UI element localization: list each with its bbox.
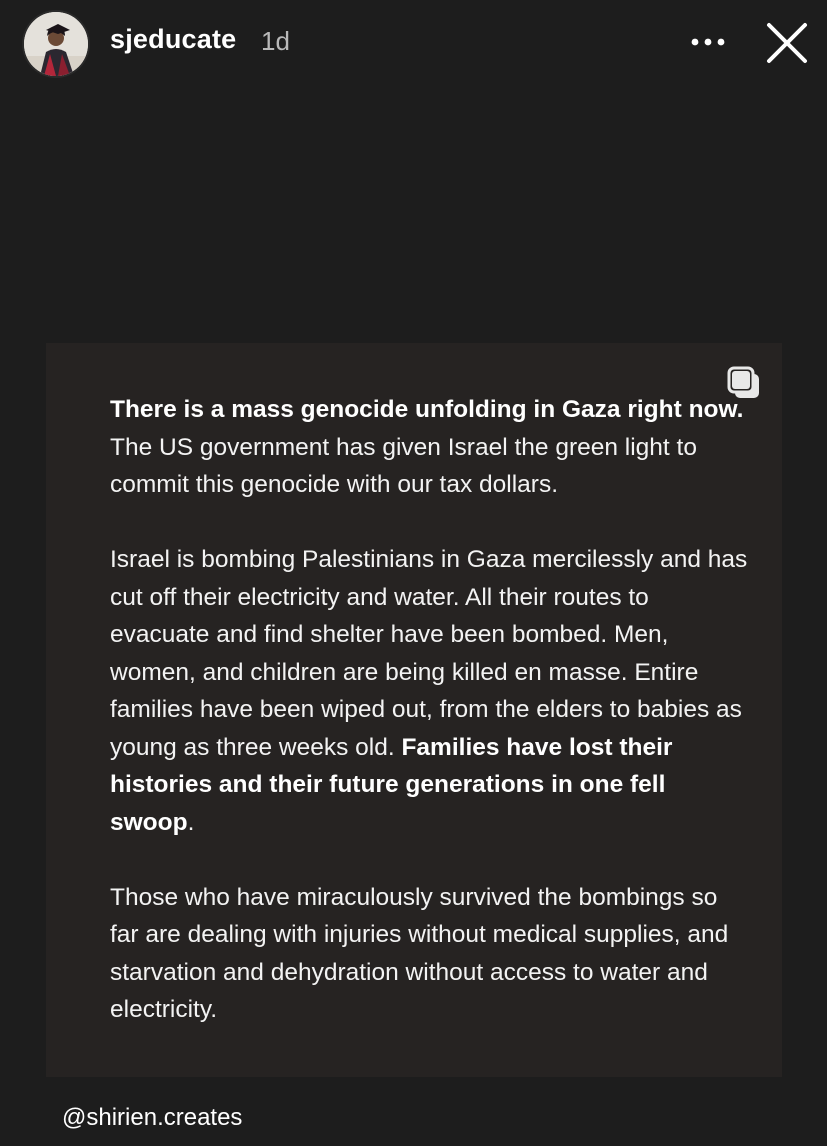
close-button[interactable] [764,20,810,66]
paragraph-2-text: Israel is bombing Palestinians in Gaza mercilessly and has cut off their electricity and water. All their routes to evacuate and find shelter have been bombed. Men, women, and children are being killed en masse. Entire families have been wiped out, from the elders to babies as young as three weeks old. [110,546,748,761]
paragraph-2-end: . [187,808,195,836]
paragraph-2-bold: Families have lost their histories and their future generations in one fell swoop [110,733,673,836]
username[interactable]: sjeducate [110,24,237,54]
story-header [0,0,827,86]
paragraph-2 [110,541,750,841]
post-timestamp: 1d [261,26,290,56]
post-text [110,391,750,1066]
paragraph-3-text: Those who have miraculously survived the bombings so far are dealing with injuries without medical supplies, and starvation and dehydration without access to water and electricity. [110,883,729,1023]
profile-avatar-icon [24,12,88,76]
creator-mention[interactable]: @shirien.creates [62,1104,243,1131]
close-icon [764,20,810,66]
more-options-button[interactable] [686,26,730,58]
paragraph-1 [110,391,750,504]
paragraph-3 [110,879,750,1029]
bold-headline: There is a mass genocide unfolding in Gaza right now. [110,396,744,423]
more-horizontal-icon [686,26,730,58]
paragraph-1-text: The US government has given Israel the green light to commit this genocide with our tax dollars. [110,433,697,498]
avatar[interactable] [24,12,88,76]
shared-post-card[interactable] [46,343,782,1077]
